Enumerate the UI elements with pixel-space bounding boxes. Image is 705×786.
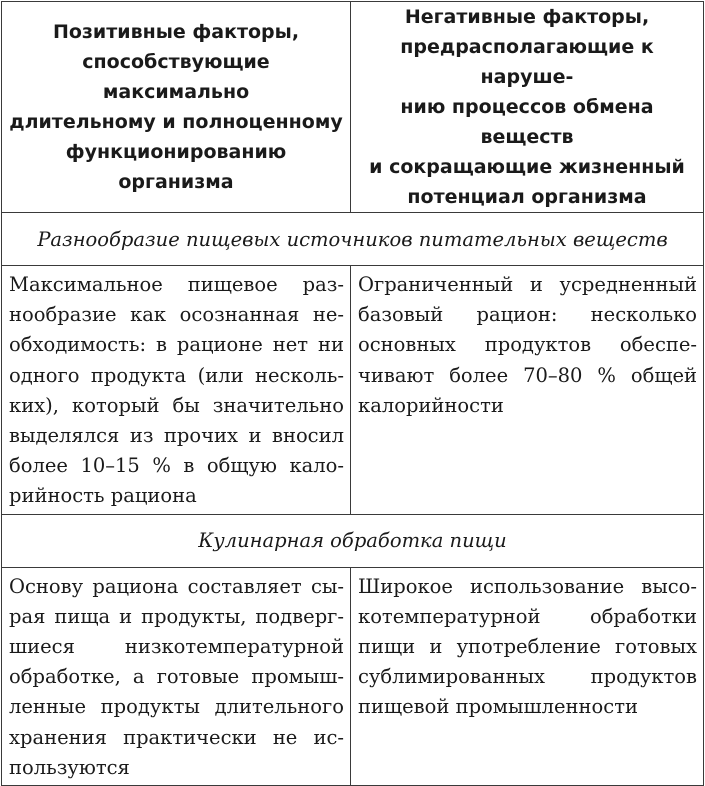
- section-row: [2, 514, 704, 567]
- cell-negative-cooking: [351, 567, 704, 785]
- cell-negative-diversity: [351, 266, 704, 515]
- text-line: выделялся из прочих и вносил: [9, 424, 344, 448]
- text-line: Широкое использование высо-: [358, 574, 697, 598]
- text-line: основных продуктов обеспе-: [358, 333, 697, 357]
- section-title-food-diversity: Разнообразие пищевых источников питательных веществ: [2, 213, 704, 266]
- text-line: ких), который бы значительно: [9, 393, 344, 417]
- header-line: нию процессов обмена веществ: [400, 96, 654, 148]
- header-line: и сокращающие жизненный: [369, 156, 685, 178]
- text-line: сублимированных продуктов: [358, 665, 697, 689]
- text-line: калорийности: [358, 393, 504, 417]
- text-line: обработке, а готовые промыш-: [9, 665, 344, 689]
- table-row: [2, 266, 704, 515]
- factors-table: [1, 1, 704, 786]
- text-line: базовый рацион: несколько: [358, 303, 697, 327]
- header-line: Негативные факторы,: [404, 6, 650, 28]
- text-line: более 10–15 % в общую кало-: [9, 454, 344, 478]
- header-line: организма: [118, 171, 234, 193]
- text-line: чивают более 70–80 % общей: [358, 363, 697, 387]
- header-line: Позитивные факторы,: [52, 21, 300, 43]
- header-line: длительному и полноценному: [9, 111, 343, 133]
- header-line: потенциал организма: [407, 186, 647, 208]
- text-line: Ограниченный и усредненный: [358, 273, 697, 296]
- header-line: предрасполагающие к наруше-: [400, 36, 654, 88]
- header-line: способствующие максимально: [82, 51, 270, 103]
- text-line: рийность рациона: [9, 484, 197, 508]
- text-line: пищи и употребление готовых: [358, 635, 697, 659]
- text-line: ленные продукты длительного: [9, 695, 344, 719]
- header-line: функционированию: [65, 141, 287, 163]
- text-line: одного продукта (или несколь-: [9, 363, 344, 387]
- table-row: [2, 567, 704, 785]
- text-line: шиеся низкотемпературной: [9, 635, 344, 659]
- cell-positive-diversity: [2, 266, 351, 515]
- section-title-cooking: Кулинарная обработка пищи: [2, 514, 704, 567]
- text-line: Основу рациона составляет сы-: [9, 574, 344, 598]
- text-line: хранения практически не ис-: [9, 725, 344, 749]
- text-line: пищевой промышленности: [358, 695, 638, 719]
- section-row: [2, 213, 704, 266]
- text-line: котемпературной обработки: [358, 604, 697, 628]
- text-line: рая пища и продукты, подверг-: [9, 604, 344, 628]
- text-line: пользуются: [9, 755, 130, 779]
- text-line: Максимальное пищевое раз-: [9, 273, 344, 296]
- cell-positive-cooking: [2, 567, 351, 785]
- header-row: [2, 2, 704, 213]
- header-negative-factors: [351, 2, 704, 213]
- text-line: нообразие как осознанная не-: [9, 303, 344, 327]
- text-line: обходимость: в рационе нет ни: [9, 333, 344, 357]
- header-positive-factors: [2, 2, 351, 213]
